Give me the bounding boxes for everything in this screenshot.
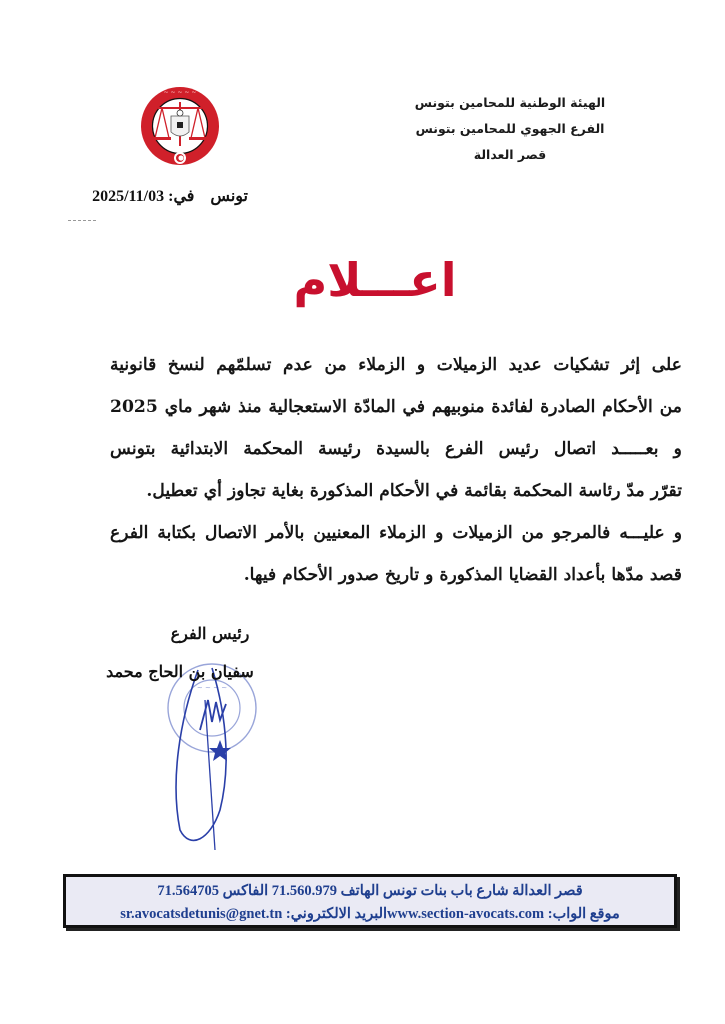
body-line: تقرّر مدّ رئاسة المحكمة بقائمة في الأحكام المذكورة بغاية تجاوز أي تعطيل. <box>146 481 682 501</box>
body-line: قصد مدّها بأعداد القضايا المذكورة و تاريخ صدور الأحكام فيها. <box>243 565 682 585</box>
organization-header <box>390 90 630 168</box>
date-value: 2025/11/03 <box>92 188 165 205</box>
email-link[interactable]: sr.avocatsdetunis@gnet.tn <box>120 906 283 922</box>
footer-address-line: قصر العدالة شارع باب بنات تونس الهاتف 71.560.979 الفاكس 71.564705 <box>157 883 583 899</box>
footer-web-line <box>66 903 674 926</box>
website-link[interactable]: www.section-avocats.com <box>387 906 545 922</box>
org-location-line: قصر العدالة <box>473 147 547 162</box>
org-name-line: الهيئة الوطنية للمحامين بتونس <box>414 95 606 110</box>
svg-text:~ ~ ~ ~: ~ ~ ~ ~ <box>196 684 228 692</box>
signatory-title: رئيس الفرع <box>170 624 250 643</box>
body-line: و عليـــه فالمرجو من الزميلات و الزملاء المعنيين بالأمر الاتصال بكتابة الفرع <box>110 523 682 543</box>
org-branch-line: الفرع الجهوي للمحامين بتونس <box>415 121 605 136</box>
signatory-name: سفيان بن الحاج محمد <box>106 662 254 681</box>
announcement-title-text: اعـــلام <box>293 253 457 307</box>
body-line: من الأحكام الصادرة لفائدة منوبيهم في المادّة الاستعجالية منذ شهر ماي 2025 <box>110 397 682 417</box>
announcement-body <box>110 344 682 596</box>
date-line <box>88 186 248 206</box>
date-prefix: في: <box>168 188 195 205</box>
announcement-title <box>280 250 470 316</box>
email-label: البريد الالكتروني: <box>285 906 388 922</box>
official-stamp-icon <box>150 660 270 850</box>
bar-association-seal-icon <box>140 80 220 188</box>
contact-footer <box>63 874 677 928</box>
stray-mark <box>68 220 96 222</box>
date-city: تونس <box>210 188 248 205</box>
body-line: و بعـــــد اتصال رئيس الفرع بالسيدة رئيسة المحكمة الابتدائية بتونس <box>110 439 682 459</box>
website-label: موقع الواب: <box>547 906 620 922</box>
body-line: على إثر تشكيات عديد الزميلات و الزملاء من عدم تسلمّهم لنسخ قانونية <box>110 355 682 375</box>
svg-text:~ ~ ~ ~ ~: ~ ~ ~ ~ ~ <box>163 89 197 96</box>
